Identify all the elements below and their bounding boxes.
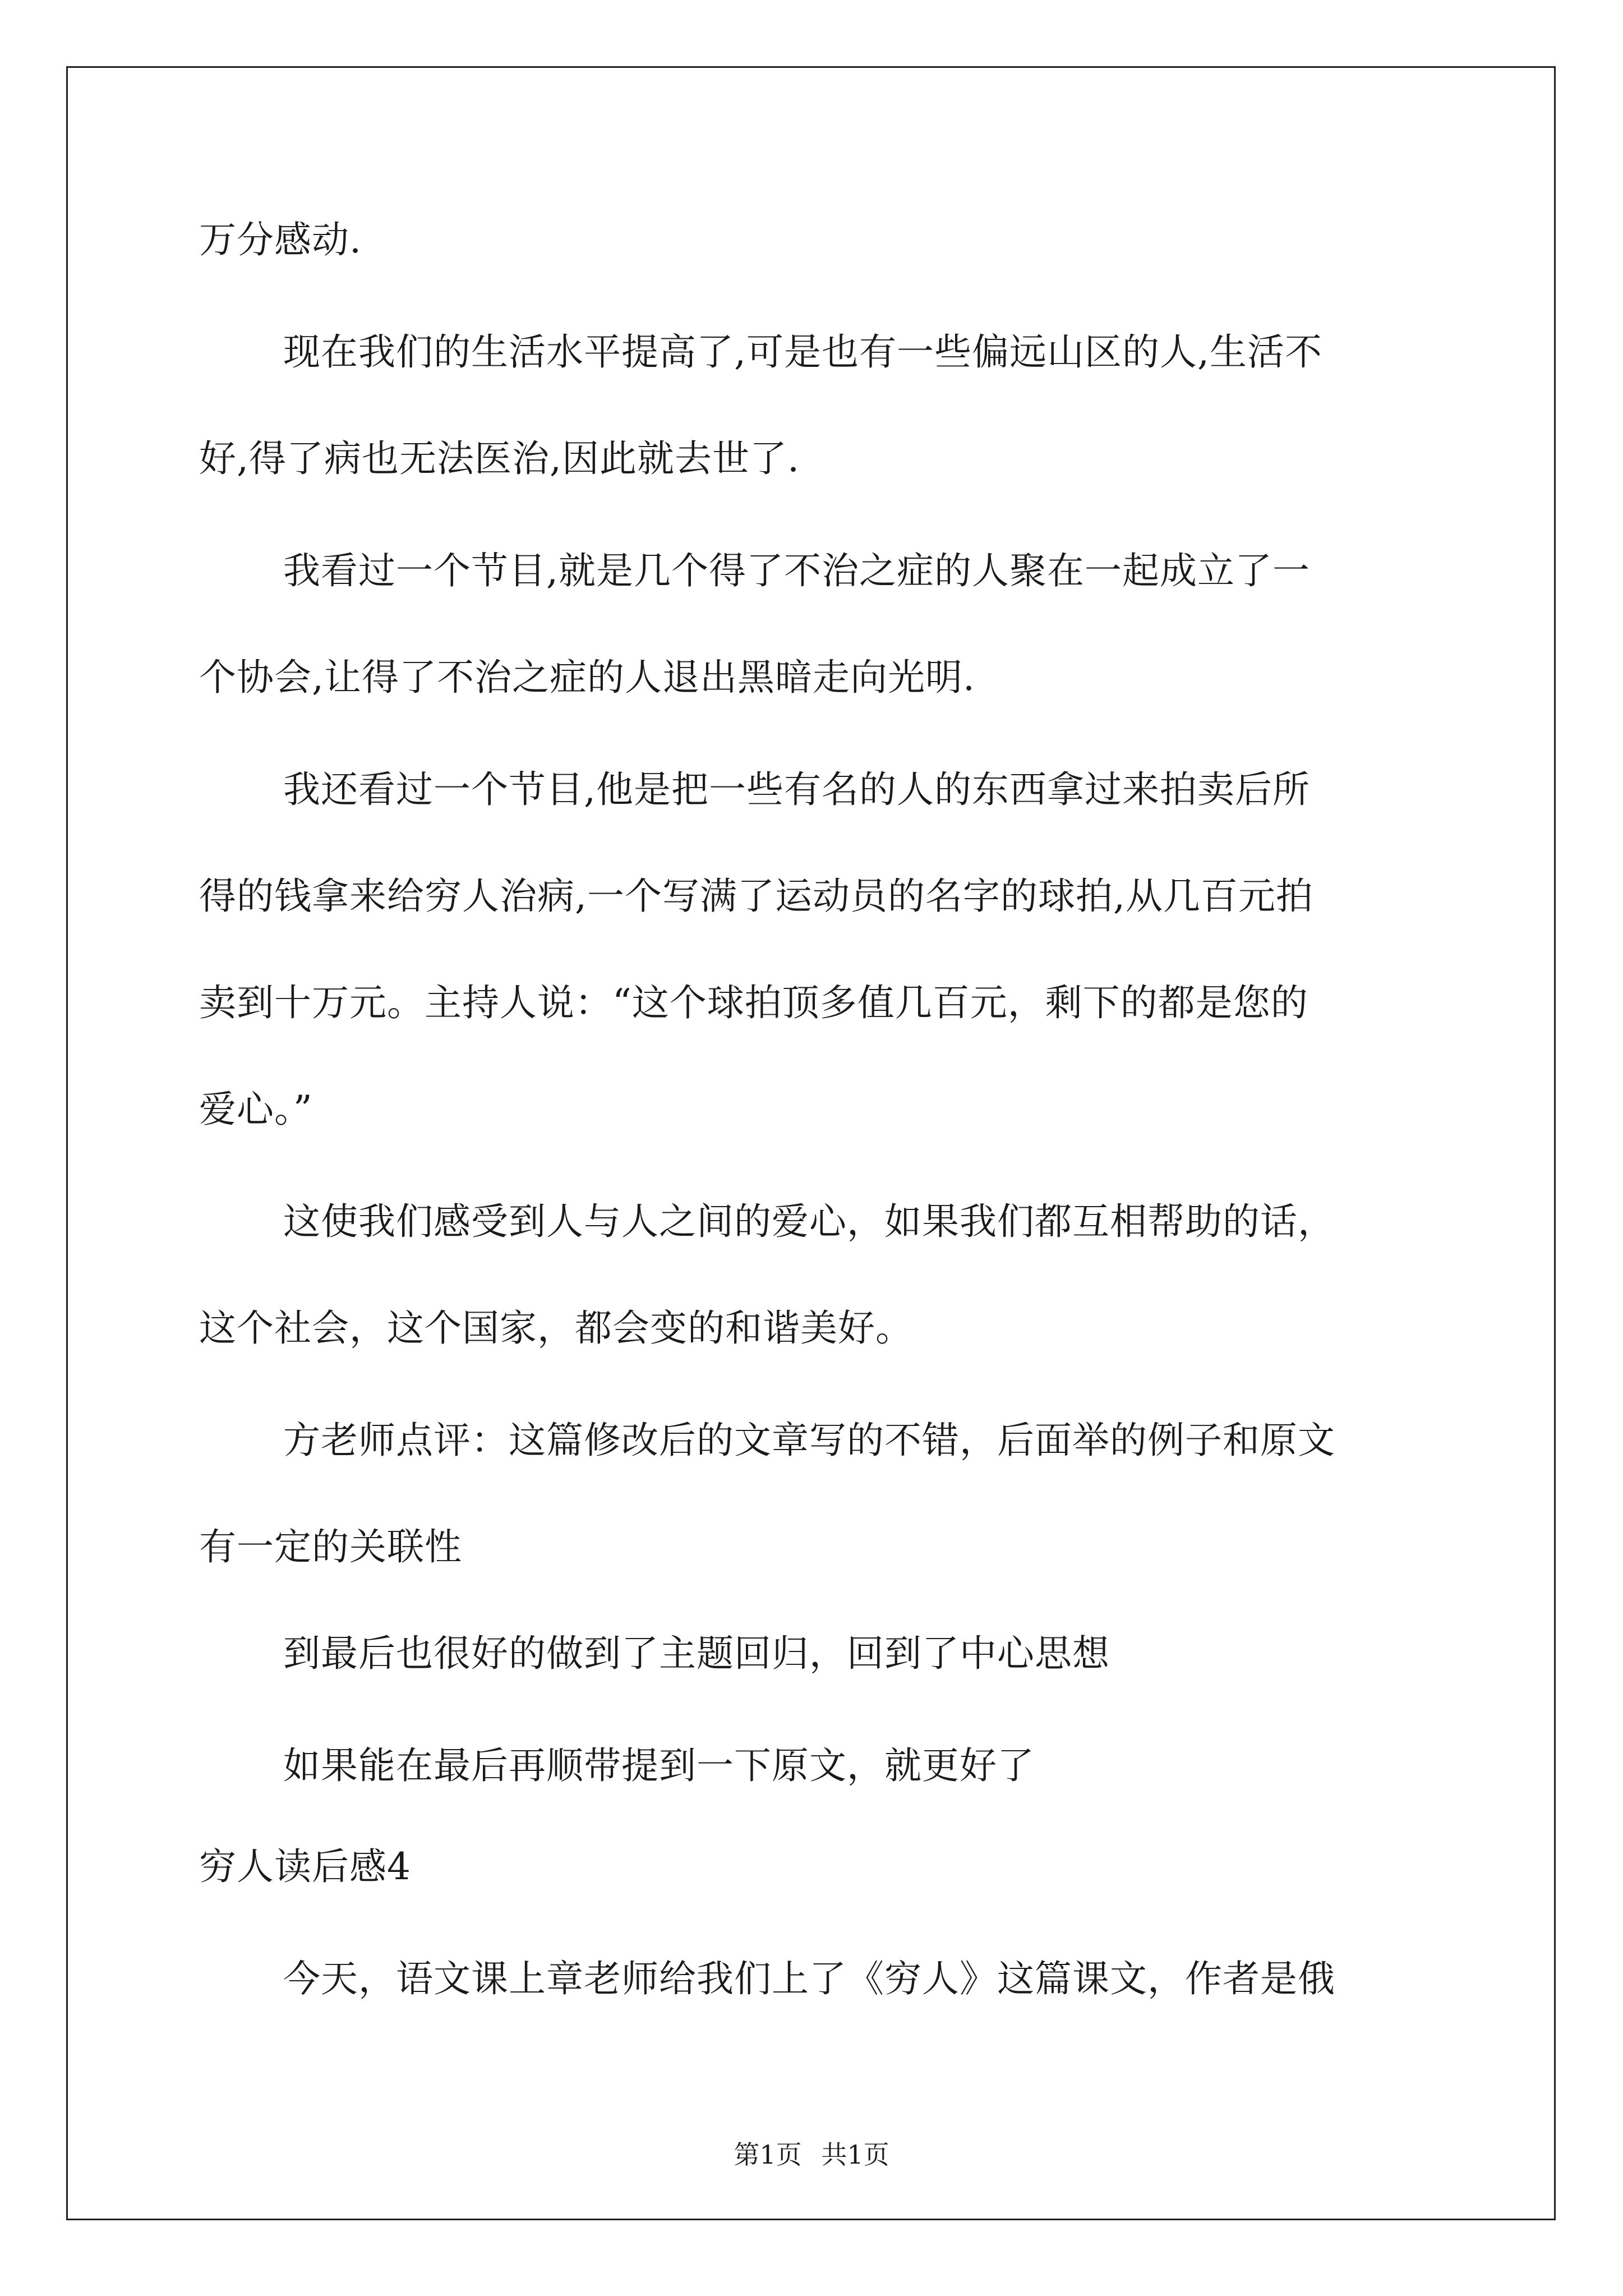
text-line: 这个社会，这个国家，都会变的和谐美好。 xyxy=(199,1306,913,1350)
page-total: 共1页 xyxy=(821,2139,889,2170)
text-line: 到最后也很好的做到了主题回归，回到了中心思想 xyxy=(283,1632,1110,1675)
section-heading: 穷人读后感4 xyxy=(199,1845,411,1888)
text-line: 得的钱拿来给穷人治病,一个写满了运动员的名字的球拍,从几百元拍 xyxy=(199,875,1313,918)
text-line: 今天，语文课上章老师给我们上了《穷人》这篇课文，作者是俄 xyxy=(283,1957,1335,2000)
text-line: 爱心。” xyxy=(199,1088,313,1131)
text-line: 好,得了病也无法医治,因此就去世了. xyxy=(199,437,800,480)
page-number: 第1页 xyxy=(734,2139,802,2170)
text-line: 个协会,让得了不治之症的人退出黑暗走向光明. xyxy=(199,656,975,699)
text-line: 我看过一个节目,就是几个得了不治之症的人聚在一起成立了一 xyxy=(283,549,1310,592)
text-line: 现在我们的生活水平提高了,可是也有一些偏远山区的人,生活不 xyxy=(283,330,1322,374)
page-footer xyxy=(0,2139,1623,2170)
text-line: 卖到十万元。主持人说：“这个球拍顶多值几百元，剩下的都是您的 xyxy=(199,981,1308,1024)
page-border xyxy=(66,66,1556,2220)
text-line: 方老师点评：这篇修改后的文章写的不错，后面举的例子和原文 xyxy=(283,1419,1335,1462)
text-line: 这使我们感受到人与人之间的爱心，如果我们都互相帮助的话， xyxy=(283,1200,1335,1243)
text-line: 我还看过一个节目,他是把一些有名的人的东西拿过来拍卖后所 xyxy=(283,768,1310,811)
text-line: 有一定的关联性 xyxy=(199,1525,462,1568)
text-line: 如果能在最后再顺带提到一下原文，就更好了 xyxy=(283,1744,1035,1787)
text-line: 万分感动. xyxy=(199,218,362,261)
